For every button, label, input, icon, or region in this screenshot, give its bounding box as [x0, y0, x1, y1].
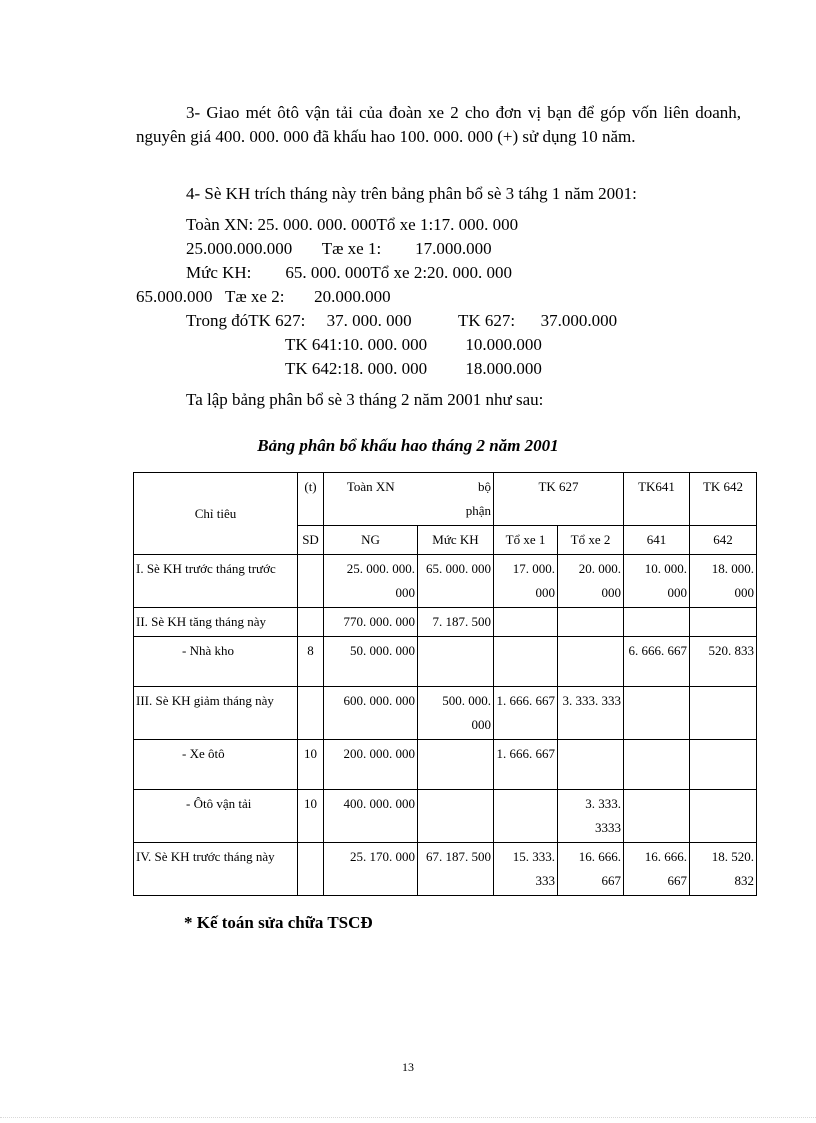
- row-ng: 25. 000. 000. 000: [324, 555, 418, 608]
- header-tk627: TK 627: [494, 473, 624, 526]
- row-tk641: [624, 790, 690, 843]
- header-phan: phận: [465, 503, 491, 518]
- row-sd: 10: [298, 740, 324, 790]
- row-muc-kh: 500. 000. 000: [418, 687, 494, 740]
- row-to-xe-1: 1. 666. 667: [494, 740, 558, 790]
- section-heading: * Kế toán sửa chữa TSCĐ: [184, 913, 373, 932]
- header-sd: SD: [298, 526, 324, 555]
- page-number: 13: [402, 1060, 414, 1074]
- row-tk642: [690, 790, 757, 843]
- row-to-xe-2: 20. 000. 000: [558, 555, 624, 608]
- row-to-xe-1: [494, 637, 558, 687]
- item-4-line-6: Trong đóTK 627: 37. 000. 000 TK 627: 37.000.000: [186, 311, 618, 330]
- row-sd: [298, 555, 324, 608]
- row-muc-kh: 7. 187. 500: [418, 608, 494, 637]
- table-row: [134, 637, 757, 687]
- table-row: [134, 555, 757, 608]
- item-3-label: 3-: [186, 103, 201, 122]
- row-label: - Nhà kho: [134, 637, 298, 687]
- row-ng: 200. 000. 000: [324, 740, 418, 790]
- item-4-line-9: Ta lập bảng phân bổ sè 3 tháng 2 năm 2001 như sau:: [186, 390, 544, 409]
- row-to-xe-1: 1. 666. 667: [494, 687, 558, 740]
- row-label: - Xe ôtô: [134, 740, 298, 790]
- row-tk642: 18. 520. 832: [690, 843, 757, 896]
- row-sd: [298, 687, 324, 740]
- header-muc-kh: Mức KH: [418, 526, 494, 555]
- row-sd: 8: [298, 637, 324, 687]
- row-tk641: [624, 740, 690, 790]
- row-tk641: [624, 687, 690, 740]
- row-label: III. Sè KH giảm tháng này: [134, 687, 298, 740]
- row-to-xe-2: [558, 740, 624, 790]
- header-to-xe-2: Tổ xe 2: [558, 526, 624, 555]
- row-to-xe-2: 3. 333. 333: [558, 687, 624, 740]
- row-muc-kh: [418, 790, 494, 843]
- row-tk642: 520. 833: [690, 637, 757, 687]
- item-4-line-7: TK 641:10. 000. 000 10.000.000: [285, 335, 542, 354]
- row-to-xe-1: [494, 608, 558, 637]
- row-to-xe-2: 16. 666. 667: [558, 843, 624, 896]
- row-muc-kh: 67. 187. 500: [418, 843, 494, 896]
- row-to-xe-1: 17. 000. 000: [494, 555, 558, 608]
- item-4-line-2: Toàn XN: 25. 000. 000. 000Tổ xe 1:17. 000. 000: [186, 215, 519, 234]
- row-ng: 50. 000. 000: [324, 637, 418, 687]
- header-tk642: TK 642: [690, 473, 757, 526]
- header-to-xe-1: Tổ xe 1: [494, 526, 558, 555]
- row-to-xe-2: [558, 637, 624, 687]
- row-tk642: [690, 687, 757, 740]
- item-3-text: Giao mét ôtô vận tải của đoàn xe 2 cho đơn vị bạn để góp vốn liên doanh, nguyên giá 400. 000. 000 đã khấu hao 100. 000. 000 (+) sử dụng 10 năm.: [136, 103, 741, 146]
- row-label: - Ôtô vận tải: [134, 790, 298, 843]
- row-to-xe-1: 15. 333. 333: [494, 843, 558, 896]
- row-ng: 770. 000. 000: [324, 608, 418, 637]
- footer-divider: [0, 1117, 816, 1118]
- table-header-row-1: [134, 473, 757, 526]
- row-ng: 400. 000. 000: [324, 790, 418, 843]
- table-row: [134, 843, 757, 896]
- row-tk642: [690, 740, 757, 790]
- row-tk642: 18. 000. 000: [690, 555, 757, 608]
- header-bo: bộ: [478, 479, 491, 494]
- table-row: [134, 740, 757, 790]
- table-row: [134, 790, 757, 843]
- table-row: [134, 608, 757, 637]
- paragraph-item-3: [136, 101, 741, 149]
- row-tk641: [624, 608, 690, 637]
- row-to-xe-2: [558, 608, 624, 637]
- header-bo-phan: [418, 473, 494, 526]
- table-title: Bảng phân bổ khấu hao tháng 2 năm 2001: [257, 436, 559, 455]
- header-642: 642: [690, 526, 757, 555]
- row-tk641: 10. 000. 000: [624, 555, 690, 608]
- table-row: [134, 687, 757, 740]
- header-641: 641: [624, 526, 690, 555]
- row-muc-kh: [418, 740, 494, 790]
- item-4-line-3: 25.000.000.000 Tæ xe 1: 17.000.000: [186, 239, 492, 258]
- header-tk641: TK641: [624, 473, 690, 526]
- header-toan-xn: Toàn XN: [324, 473, 418, 526]
- header-chi-tieu: Chỉ tiêu: [134, 473, 298, 555]
- row-sd: [298, 608, 324, 637]
- row-to-xe-1: [494, 790, 558, 843]
- row-tk641: 6. 666. 667: [624, 637, 690, 687]
- row-sd: 10: [298, 790, 324, 843]
- depreciation-table: [133, 472, 757, 896]
- row-muc-kh: 65. 000. 000: [418, 555, 494, 608]
- header-t: (t): [298, 473, 324, 526]
- header-ng: NG: [324, 526, 418, 555]
- row-tk642: [690, 608, 757, 637]
- item-4-line-1: 4- Sè KH trích tháng này trên bảng phân bổ sè 3 táhg 1 năm 2001:: [186, 184, 637, 203]
- row-label: I. Sè KH trước tháng trước: [134, 555, 298, 608]
- item-4-line-5: 65.000.000 Tæ xe 2: 20.000.000: [136, 287, 391, 306]
- row-sd: [298, 843, 324, 896]
- row-ng: 600. 000. 000: [324, 687, 418, 740]
- row-tk641: 16. 666. 667: [624, 843, 690, 896]
- row-label: IV. Sè KH trước tháng này: [134, 843, 298, 896]
- item-4-line-8: TK 642:18. 000. 000 18.000.000: [285, 359, 542, 378]
- item-4-line-4: Mức KH: 65. 000. 000Tổ xe 2:20. 000. 000: [186, 263, 513, 282]
- row-ng: 25. 170. 000: [324, 843, 418, 896]
- row-label: II. Sè KH tăng tháng này: [134, 608, 298, 637]
- row-to-xe-2: 3. 333. 3333: [558, 790, 624, 843]
- row-muc-kh: [418, 637, 494, 687]
